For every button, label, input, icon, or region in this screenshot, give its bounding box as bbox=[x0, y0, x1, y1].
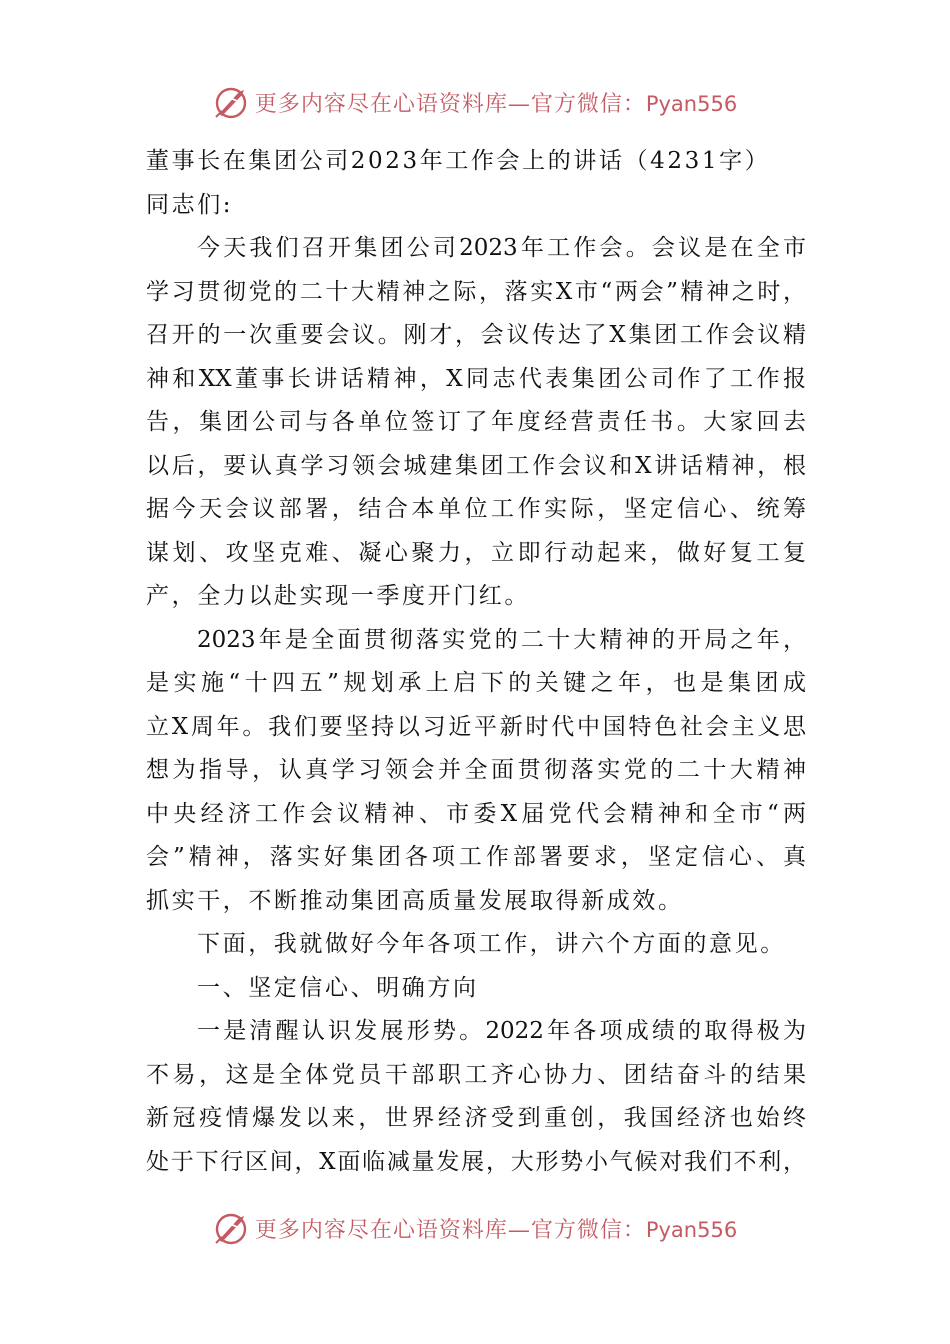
paragraph-line: 2023年是全面贯彻落实党的二十大精神的开局之年， bbox=[197, 626, 806, 653]
pen-circle-logo-icon bbox=[213, 84, 249, 120]
watermark-banner-top bbox=[0, 82, 950, 122]
paragraph-line: 产，全力以赴实现一季度开门红。 bbox=[146, 583, 530, 609]
paragraph-line: 立X周年。我们要坚持以习近平新时代中国特色社会主义思 bbox=[146, 713, 806, 740]
paragraph-line: 一是清醒认识发展形势。2022年各项成绩的取得极为 bbox=[197, 1018, 806, 1044]
salutation: 同志们: bbox=[146, 191, 234, 218]
document-body bbox=[146, 140, 806, 1184]
paragraph-line: 处于下行区间，X面临减量发展，大形势小气候对我们不利， bbox=[146, 1148, 806, 1175]
paragraph-line: 神和XX董事长讲话精神，X同志代表集团公司作了工作报 bbox=[146, 365, 806, 392]
pen-circle-logo-icon bbox=[213, 1210, 249, 1246]
paragraph-line: 告，集团公司与各单位签订了年度经营责任书。大家回去 bbox=[146, 409, 806, 435]
paragraph-line: 学习贯彻党的二十大精神之际，落实X市“两会”精神之时， bbox=[146, 278, 806, 305]
watermark-handle: Pyan556 bbox=[645, 1217, 738, 1242]
paragraph-line: 中央经济工作会议精神、市委X届党代会精神和全市“两 bbox=[146, 800, 806, 827]
document-title: 董事长在集团公司2023年工作会上的讲话（4231字） bbox=[146, 148, 771, 174]
paragraph-line: 据今天会议部署，结合本单位工作实际，坚定信心、统筹 bbox=[146, 496, 806, 522]
paragraph-line: 是实施“十四五”规划承上启下的关键之年，也是集团成 bbox=[146, 670, 806, 696]
watermark-text: 更多内容尽在心语资料库—官方微信：Pyan556 bbox=[254, 91, 738, 117]
paragraph-line: 抓实干，不断推动集团高质量发展取得新成效。 bbox=[146, 887, 684, 914]
paragraph-line: 会”精神，落实好集团各项工作部署要求，坚定信心、真 bbox=[146, 844, 806, 870]
watermark-handle: Pyan556 bbox=[645, 91, 738, 116]
paragraph-line: 今天我们召开集团公司2023年工作会。会议是在全市 bbox=[197, 235, 806, 261]
paragraph-line: 不易，这是全体党员干部职工齐心协力、团结奋斗的结果 bbox=[146, 1061, 806, 1088]
paragraph-line: 新冠疫情爆发以来，世界经济受到重创，我国经济也始终 bbox=[146, 1105, 806, 1131]
paragraph-line: 谋划、攻坚克难、凝心聚力，立即行动起来，做好复工复 bbox=[146, 539, 806, 566]
paragraph-line: 下面，我就做好今年各项工作，讲六个方面的意见。 bbox=[197, 931, 786, 957]
section-heading: 一、坚定信心、明确方向 bbox=[197, 974, 479, 1001]
paragraph-line: 以后，要认真学习领会城建集团工作会议和X讲话精神，根 bbox=[146, 452, 806, 479]
paragraph-line: 想为指导，认真学习领会并全面贯彻落实党的二十大精神 bbox=[146, 757, 806, 783]
watermark-text: 更多内容尽在心语资料库—官方微信：Pyan556 bbox=[254, 1217, 738, 1243]
watermark-banner-bottom bbox=[0, 1208, 950, 1248]
paragraph-line: 召开的一次重要会议。刚才，会议传达了X集团工作会议精 bbox=[146, 322, 806, 348]
